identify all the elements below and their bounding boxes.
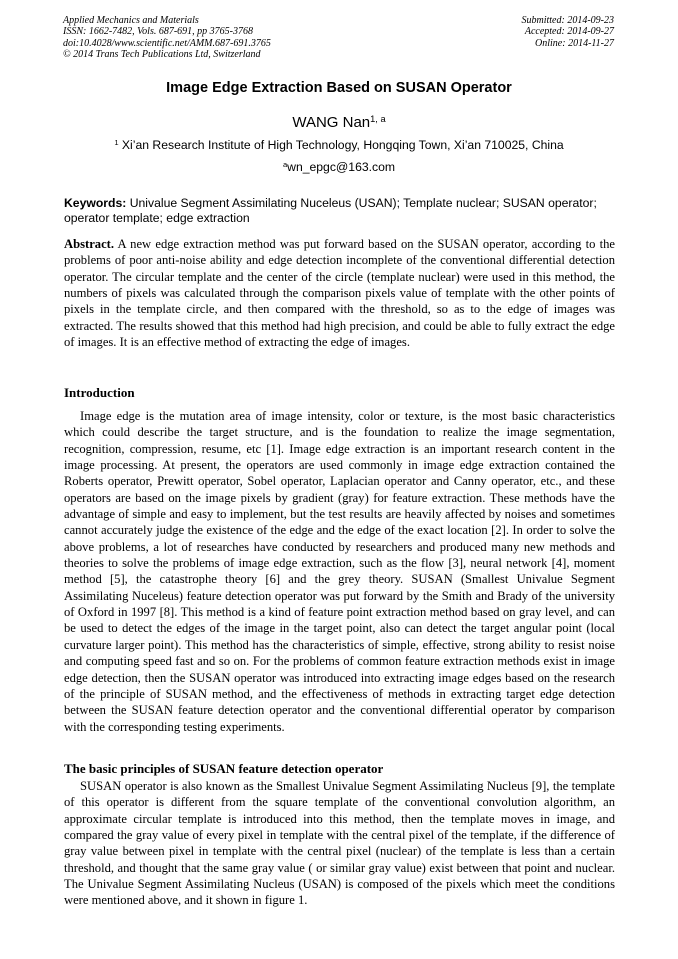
- keywords-block: [64, 196, 615, 226]
- submitted-date: Submitted: 2014-09-23: [521, 15, 614, 26]
- journal-name: Applied Mechanics and Materials: [63, 15, 199, 26]
- email-address: wn_epgc@163.com: [287, 160, 396, 174]
- email-line: [0, 160, 678, 174]
- affiliation-superscript: 1: [114, 137, 119, 147]
- accepted-date: Accepted: 2014-09-27: [524, 26, 614, 38]
- author-name: WANG Nan: [292, 114, 371, 131]
- keywords-label: Keywords:: [64, 196, 127, 210]
- basic-principles-heading: The basic principles of SUSAN feature detection operator: [64, 761, 384, 776]
- introduction-paragraph: Image edge is the mutation area of image intensity, color or texture, is the most basic characteristics which could describe the target structure, and is the foundation to realize the image segmentation, recognition, compression, resume, etc [1]. Image edge extraction is an important research content in the image processing. At present, the operators are used commonly in image edge extraction contained the Roberts operator, Prewitt operator, Sobel operator, Laplacian operator and Canny operator, etc., and these operators are based on the image pixels by gradient (gray) for feature extraction. These methods have the advantage of simple and easy to implement, but the test results are heavily affected by noises and sometimes cannot accurately judge the existence of the edge and the edge of the exact location [2]. In order to solve the above problems, a lot of researches have conducted by researchers and produced many new methods and theories to solve the problems of image edge extraction, such as the flow [3], neural network [4], moment method [5], the catastrophe theory [6] and the grey theory. SUSAN (Smallest Univalue Segment Assimilating Nuceleus) feature detection operator was put forward by the Smith and Brady of the university of Oxford in 1997 [8]. This method is a kind of feature point extraction method based on gray level, and can be used to detect the edges of the image in the target point, also can detect the target angular point (local curvature larger point). This method has the characteristics of simple, effective, strong ability to resist noise and computing speed fast and so on. For the problems of common feature extraction methods exist in image edge detection, then the SUSAN operator was introduced into extracting image edges based on the research of the principle of SUSAN method, and the effectiveness of methods in extracting target edge detection between the SUSAN feature detection operator and the conventional differential operator by comparison with the corresponding testing experiments.: [64, 409, 615, 734]
- abstract-text: A new edge extraction method was put forward based on the SUSAN operator, according to the problems of poor anti-noise ability and edge detection incomplete of the conventional differential detection operator. The circular template and the center of the circle (template nuclear) were used in this method, the numbers of pixels was calculated through the comparison pixels value of template with the other points of pixels in the template circle, and then compared with the threshold, so as to the edge of images was extracted. The results showed that this method had high precision, and could be able to fully extract the edge of images. It is an effective method of extracting the edge of images.: [64, 237, 615, 350]
- author-line: [0, 114, 678, 131]
- email-superscript: a: [282, 159, 288, 169]
- journal-header: [63, 15, 363, 61]
- abstract-block: [64, 236, 615, 350]
- affiliation-text: Xi’an Research Institute of High Technology, Hongqing Town, Xi’an 710025, China: [121, 138, 564, 152]
- introduction-heading: Introduction: [64, 385, 135, 400]
- affiliation-line: [0, 138, 678, 152]
- author-superscript: 1, a: [370, 113, 386, 124]
- abstract-label: Abstract.: [64, 237, 115, 251]
- journal-copyright: © 2014 Trans Tech Publications Ltd, Switzerland: [63, 49, 261, 61]
- online-date: Online: 2014-11-27: [535, 37, 614, 49]
- dates-header: [414, 15, 614, 49]
- journal-doi: doi:10.4028/www.scientific.net/AMM.687-691.3765: [63, 37, 271, 49]
- journal-issn: ISSN: 1662-7482, Vols. 687-691, pp 3765-3768: [63, 26, 253, 38]
- paper-title: Image Edge Extraction Based on SUSAN Operator: [166, 80, 512, 96]
- keywords-text: Univalue Segment Assimilating Nuceleus (USAN); Template nuclear; SUSAN operator; operator template; edge extraction: [64, 196, 597, 225]
- basic-principles-paragraph: SUSAN operator is also known as the Smallest Univalue Segment Assimilating Nucleus [9], the template of this operator is different from the square template of the conventional convolution algorithm, an approximate circular template is introduced into this method, then the template moves in image, and compared the gray value of every pixel in template with the central pixel of the template, if the difference of gray value between pixel in template with the central pixel (nuclear) of the template is less than a certain threshold, and thought that the same gray value ( or similar gray value) exist between that point and nuclear. The Univalue Segment Assimilating Nucleus (USAN) is composed of the pixels which meet the conditions were mentioned above, and it shown in figure 1.: [64, 779, 615, 908]
